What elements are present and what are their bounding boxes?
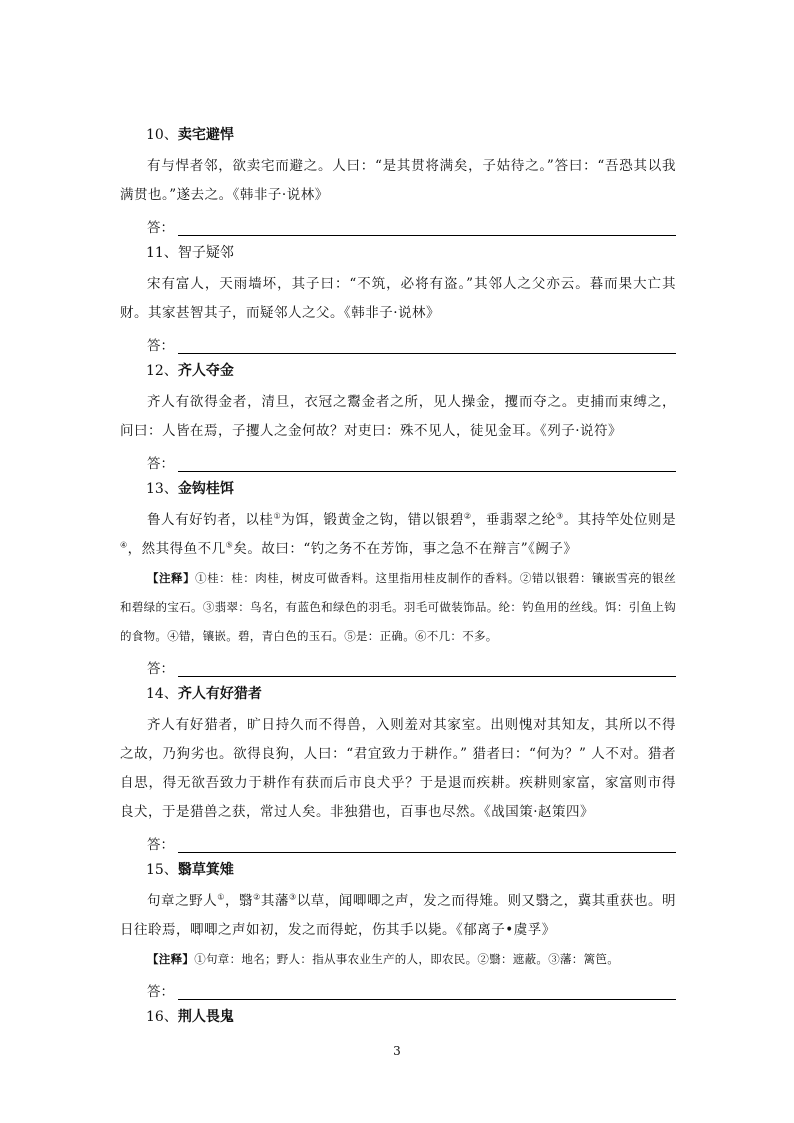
- item-title: [146, 126, 676, 144]
- annotation-note: [120, 945, 676, 974]
- item-title: [146, 480, 676, 498]
- answer-line[interactable]: [147, 328, 676, 354]
- answer-label: 答：: [147, 984, 174, 1000]
- item-name: 金钩桂饵: [177, 481, 234, 497]
- page-number: 3: [393, 1044, 401, 1058]
- item-text: 齐人有欲得金者，清旦，衣冠之鬻金者之所，见人操金，攫而夺之。吏捕而束缚之，问曰：人皆在焉，子攫人之金何故？对吏曰：殊不见人，徒见金耳。《列子·说符》: [120, 394, 676, 439]
- item-name: 翳草箕雉: [177, 862, 234, 878]
- item-name: 荆人畏鬼: [177, 1009, 234, 1025]
- item-text: 鲁人有好钓者，以桂①为饵，锻黄金之钩，错以银碧②，垂翡翠之纶③。其持竿处位则是④，然其得鱼不几⑤矣。故曰：“钓之务不在芳饰，事之急不在辩言”《阙子》: [120, 511, 677, 557]
- footnote-ref: ③: [555, 511, 564, 521]
- footnote-ref: ⑤: [225, 540, 234, 550]
- item-title: [146, 685, 676, 703]
- footnote-ref: ①: [217, 892, 225, 902]
- item-text: 句章之野人①，翳②其藩③以草，闻唧唧之声，发之而得雉。则又翳之，冀其重获也。明日往聆焉，唧唧之声如初，发之而得蛇，伤其手以毙。《郁离子•虞孚》: [120, 892, 677, 938]
- answer-blank[interactable]: [178, 457, 676, 472]
- annotation-note: [120, 564, 676, 651]
- answer-label: 答：: [147, 456, 174, 472]
- item-text: 齐人有好猎者，旷日持久而不得兽，入则羞对其家室。出则愧对其知友，其所以不得之故，乃狗劣也。欲得良狗，人曰：“君宜致力于耕作。” 猎者曰：“何为？” 人不对。猎者自思，得无欲吾致力于耕作有获而后市良犬乎？于是退而疾耕。疾耕则家富，家富则市得良犬，于是猎兽之获，常过人矣。非独猎也，百事也尽然。《战国策·赵策四》: [120, 717, 676, 820]
- answer-blank[interactable]: [178, 221, 676, 236]
- item-name: 卖宅避悍: [177, 127, 234, 143]
- item-number: 15、: [146, 862, 178, 878]
- answer-line[interactable]: [147, 210, 676, 236]
- answer-label: 答：: [147, 661, 174, 677]
- item-number: 10、: [146, 127, 178, 143]
- item-number: 11、: [146, 245, 178, 261]
- item-name: 齐人有好猎者: [177, 686, 262, 702]
- footnote-ref: ②: [253, 892, 261, 902]
- note-tag: 【注释】: [147, 571, 196, 585]
- item-title: [146, 861, 676, 879]
- document-content: [120, 126, 676, 1034]
- answer-blank[interactable]: [178, 985, 676, 1000]
- footnote-ref: ②: [463, 511, 472, 521]
- answer-line[interactable]: [147, 446, 676, 472]
- answer-line[interactable]: [147, 827, 676, 853]
- answer-line[interactable]: [147, 651, 676, 677]
- answer-blank[interactable]: [178, 339, 676, 354]
- item-number: 14、: [146, 686, 178, 702]
- note-text: ①句章：地名；野人：指从事农业生产的人，即农民。②翳：遮蔽。③藩：篱笆。: [194, 952, 619, 966]
- item-title: [146, 362, 676, 380]
- item-name: 齐人夺金: [177, 363, 234, 379]
- footnote-ref: ③: [288, 892, 297, 902]
- answer-label: 答：: [147, 338, 174, 354]
- item-number: 16、: [146, 1009, 178, 1025]
- item-name: 智子疑邻: [177, 245, 234, 261]
- note-text: ①桂：桂：肉桂，树皮可做香料。这里指用桂皮制作的香料。②错以银碧：镶嵌雪亮的银丝和碧绿的宝石。③翡翠：鸟名，有蓝色和绿色的羽毛。羽毛可做装饰品。纶：钓鱼用的丝线。饵：引鱼上钩的食物。④错，镶嵌。碧，青白色的玉石。⑤是：正确。⑥不几：不多。: [120, 571, 677, 643]
- answer-label: 答：: [147, 837, 174, 853]
- item-text: 宋有富人，天雨墙坏，其子曰：“不筑，必将有盗。”其邻人之父亦云。暮而果大亡其财。其家甚智其子，而疑邻人之父。《韩非子·说林》: [120, 276, 676, 321]
- answer-blank[interactable]: [178, 662, 676, 677]
- footnote-ref: ①: [273, 511, 282, 521]
- note-tag: 【注释】: [147, 952, 195, 966]
- item-number: 12、: [146, 363, 178, 379]
- footnote-ref: ④: [120, 540, 128, 550]
- answer-line[interactable]: [147, 974, 676, 1000]
- answer-label: 答：: [147, 220, 174, 236]
- item-number: 13、: [146, 481, 178, 497]
- item-text: 有与悍者邻，欲卖宅而避之。人曰：“是其贯将满矣，子姑待之。”答曰：“吾恐其以我满贯也。”遂去之。《韩非子·说林》: [120, 158, 676, 203]
- answer-blank[interactable]: [178, 838, 676, 853]
- item-title: [146, 244, 676, 262]
- item-title: [146, 1008, 676, 1026]
